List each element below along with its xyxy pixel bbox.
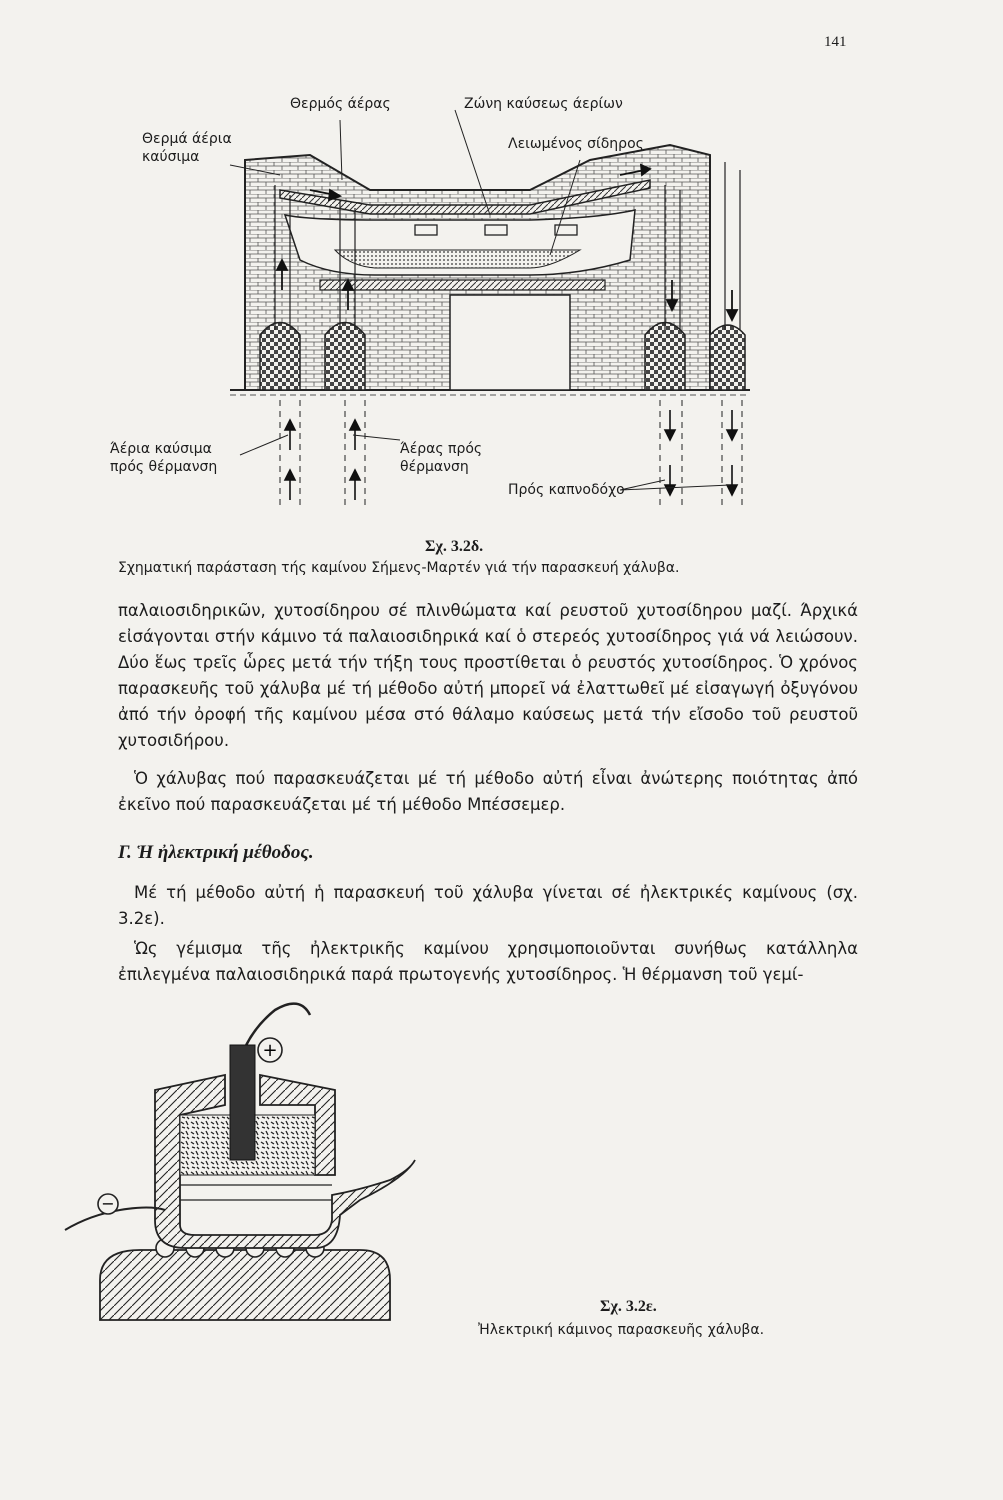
regenerator-left-1: [260, 323, 300, 391]
label-air-to-heating: Άέρας πρός θέρμανση: [400, 441, 483, 475]
regenerator-right-2: [710, 325, 745, 390]
paragraph-2: Ὁ χάλυβας πού παρασκευάζεται μέ τή μέθοδο αὐτή εἶναι ἀνώτερης ποιότητας ἀπό ἐκεῖνο πού παρασκευάζεται μέ τή μέθοδο Μπέσσεμερ.: [118, 769, 858, 814]
figure-caption-text: Σχηματική παράσταση τής καμίνου Σήμενς-Μαρτέν γιά τήν παρασκευή χάλυβα.: [118, 560, 680, 576]
regenerator-right-1: [645, 323, 685, 391]
label-hot-air: Θερμός άέρας: [290, 96, 391, 112]
section-heading: Γ. Ἡ ἠλεκτρική μέθοδος.: [118, 842, 314, 863]
plus-symbol: +: [262, 1040, 278, 1061]
label-hot-fuel-gases: Θερμά άέρια καύσιμα: [142, 131, 232, 165]
label-fuel-gases-to-heating: Άέρια καύσιμα πρός θέρμανση: [110, 441, 218, 475]
paragraph-1: παλαιοσιδηρικῶν, χυτοσίδηρου σέ πλινθώματα καί ρευστοῦ χυτοσίδηρου μαζί. Άρχικά εἰσάγονται στήν κάμινο τά παλαιοσιδηρικά καί ὁ στερεός χυτοσίδηρος γιά νά λειώσουν. Δύο ἕως τρεῖς ὧρες μετά τήν τήξη τους προστίθεται ὁ ρευστός χυτοσίδηρος. Ὁ χρόνος παρασκευῆς τοῦ χάλυβα μέ τή μέθοδο αὐτή μπορεῖ νά ἐλαττωθεῖ μέ εἰσαγωγή ὀξυγόνου ἀπό τήν ὀροφή τῆς καμίνου μέσα στό θάλαμο καύσεως μετά τήν εἴσοδο τοῦ ρευστοῦ χυτοσιδήρου.: [118, 601, 858, 750]
electric-furnace-figure: [60, 1000, 480, 1340]
label-molten-iron: Λειωμένος σίδηρος: [508, 136, 644, 152]
label-combustion-zone: Ζώνη καύσεως άερίων: [464, 96, 623, 112]
furnace-base: [100, 1250, 390, 1320]
paragraph-4: Ὡς γέμισμα τῆς ἠλεκτρικῆς καμίνου χρησιμοποιοῦνται συνήθως κατάλληλα ἐπιλεγμένα παλαιοσιδηρικά παρά πρωτογενής χυτοσίδηρος. Ἡ θέρμανση τοῦ γεμί-: [118, 939, 858, 984]
label-to-chimney: Πρός καπνοδόχο: [508, 482, 625, 498]
regenerator-left-2: [325, 323, 365, 391]
figure-2-caption-number: Σχ. 3.2ε.: [600, 1298, 657, 1315]
figure-2-caption-text: Ἠλεκτρική κάμινος παρασκευῆς χάλυβα.: [478, 1322, 765, 1338]
paragraph-3: Μέ τή μέθοδο αὐτή ἡ παρασκευή τοῦ χάλυβα γίνεται σέ ἠλεκτρικές καμίνους (σχ. 3.2ε).: [118, 883, 858, 928]
electrode: [230, 1045, 255, 1160]
figure-caption-number: Σχ. 3.2δ.: [425, 538, 484, 555]
hearth-vault: [450, 295, 570, 390]
page-number: 141: [824, 34, 847, 50]
electric-furnace-diagram: [60, 1000, 480, 1340]
molten-iron-bath: [335, 250, 580, 268]
minus-symbol: −: [101, 1194, 115, 1213]
siemens-martin-furnace-figure: [110, 90, 810, 530]
